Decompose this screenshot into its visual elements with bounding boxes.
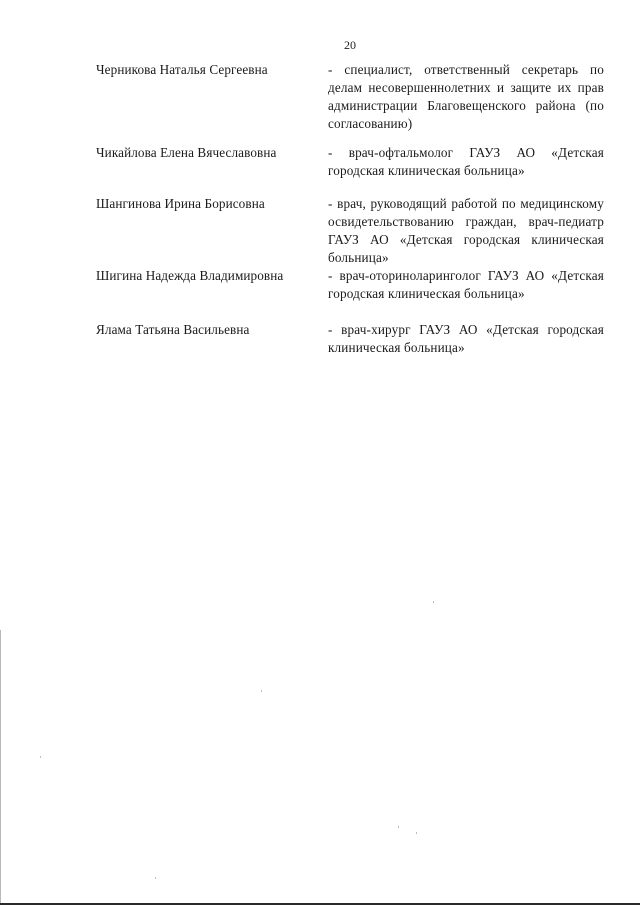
page-number: 20: [344, 38, 356, 52]
member-role: - врач, руководящий работой по медицинскому освидетельствованию граждан, врач-педиатр ГАУЗ АО «Детская городская клиническая больница»: [328, 196, 604, 265]
member-role: - специалист, ответственный секретарь по делам несовершеннолетних и защите их прав администрации Благовещенского района (по согласованию): [328, 62, 604, 131]
member-row: [96, 321, 608, 381]
scan-speck: [261, 690, 262, 692]
member-row: [96, 267, 608, 321]
member-row: [96, 195, 608, 267]
commission-members-list: [96, 61, 608, 381]
member-name: Чикайлова Елена Вячеславовна: [96, 145, 277, 160]
member-name: Шигина Надежда Владимировна: [96, 268, 284, 283]
scan-speck: [416, 832, 417, 834]
scan-speck: [40, 756, 41, 758]
scan-speck: [398, 826, 399, 828]
member-row: [96, 61, 608, 144]
member-name: Шангинова Ирина Борисовна: [96, 196, 265, 211]
member-role: - врач-хирург ГАУЗ АО «Детская городская клиническая больница»: [328, 322, 604, 355]
member-name: Черникова Наталья Сергеевна: [96, 62, 268, 77]
scan-edge-left: [0, 630, 1, 905]
member-row: [96, 144, 608, 195]
scan-speck: [155, 877, 156, 879]
scan-speck: [433, 601, 434, 603]
member-name: Ялама Татьяна Васильевна: [96, 322, 250, 337]
member-role: - врач-оториноларинголог ГАУЗ АО «Детская городская клиническая больница»: [328, 268, 604, 301]
member-role: - врач-офтальмолог ГАУЗ АО «Детская городская клиническая больница»: [328, 145, 604, 178]
